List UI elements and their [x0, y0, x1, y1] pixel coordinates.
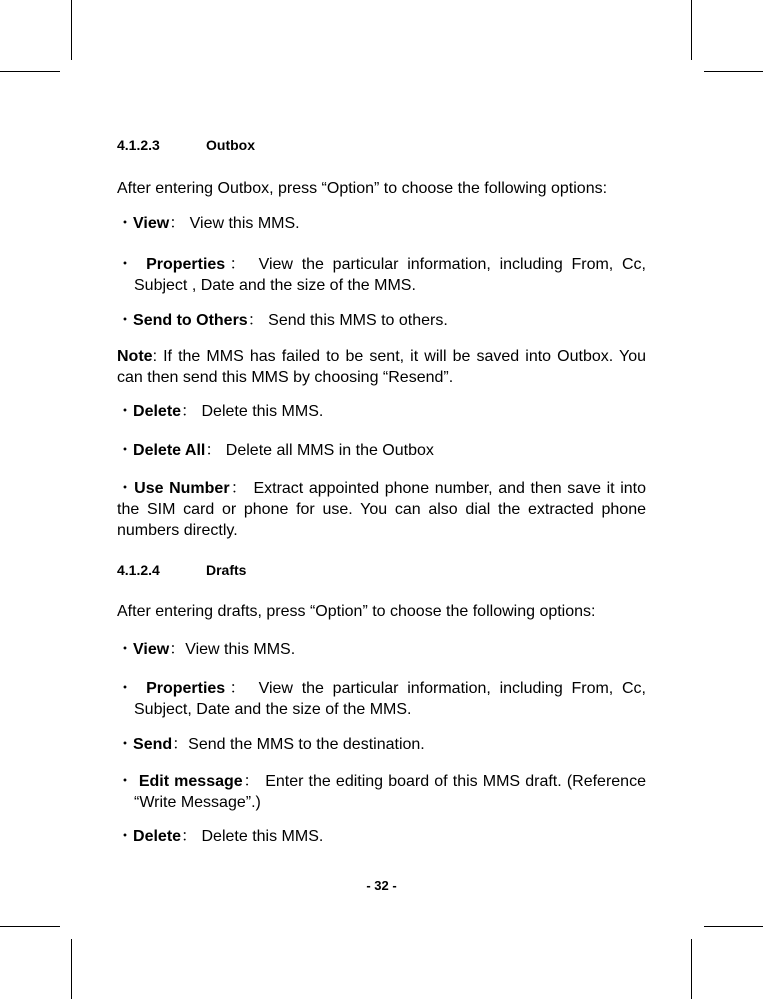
- outbox-intro: After entering Outbox, press “Option” to choose the following options:: [117, 180, 608, 197]
- option-item-delete-all: ・Delete All： Delete all MMS in the Outbox: [117, 442, 434, 459]
- section-number: 4.1.2.3: [117, 137, 160, 153]
- crop-mark: [71, 939, 72, 999]
- option-item-delete: ・Delete： Delete this MMS.: [117, 828, 324, 845]
- crop-mark: [71, 0, 72, 60]
- crop-mark: [691, 0, 692, 60]
- crop-mark: [704, 926, 763, 927]
- note-label: Note: [117, 348, 153, 365]
- option-item-properties: ・ Properties： View the particular information, including From, Cc, Subject, Date and the size of the MMS.: [117, 680, 646, 718]
- option-item-send-to-others: ・Send to Others： Send this MMS to others.: [117, 312, 448, 329]
- section-heading-outbox: [117, 137, 255, 153]
- page-number: - 32 -: [366, 878, 397, 893]
- section-title: Outbox: [206, 137, 255, 153]
- option-item-delete: ・Delete： Delete this MMS.: [117, 403, 324, 420]
- drafts-intro: After entering drafts, press “Option” to choose the following options:: [117, 603, 596, 620]
- option-item-properties: ・ Properties： View the particular information, including From, Cc, Subject , Date and the size of the MMS.: [117, 256, 646, 294]
- option-item-use-number: ・Use Number： Extract appointed phone number, and then save it into the SIM card or phone for use. You can also dial the extracted phone numbers directly.: [117, 480, 647, 539]
- crop-mark: [691, 939, 692, 999]
- crop-mark: [704, 71, 763, 72]
- option-item-view: ・View： View this MMS.: [117, 215, 300, 232]
- crop-mark: [0, 71, 60, 72]
- option-item-send: ・Send：Send the MMS to the destination.: [117, 736, 425, 753]
- option-item-edit-message: ・ Edit message： Enter the editing board of this MMS draft. (Reference “Write Message”.): [117, 773, 646, 811]
- section-heading-drafts: [117, 562, 246, 578]
- option-item-view: ・View：View this MMS.: [117, 641, 296, 658]
- note-paragraph: [117, 346, 646, 388]
- note-text: : If the MMS has failed to be sent, it will be saved into Outbox. You can then send this MMS by choosing “Resend”.: [117, 348, 646, 386]
- section-title: Drafts: [206, 562, 247, 578]
- section-number: 4.1.2.4: [117, 562, 160, 578]
- crop-mark: [0, 926, 60, 927]
